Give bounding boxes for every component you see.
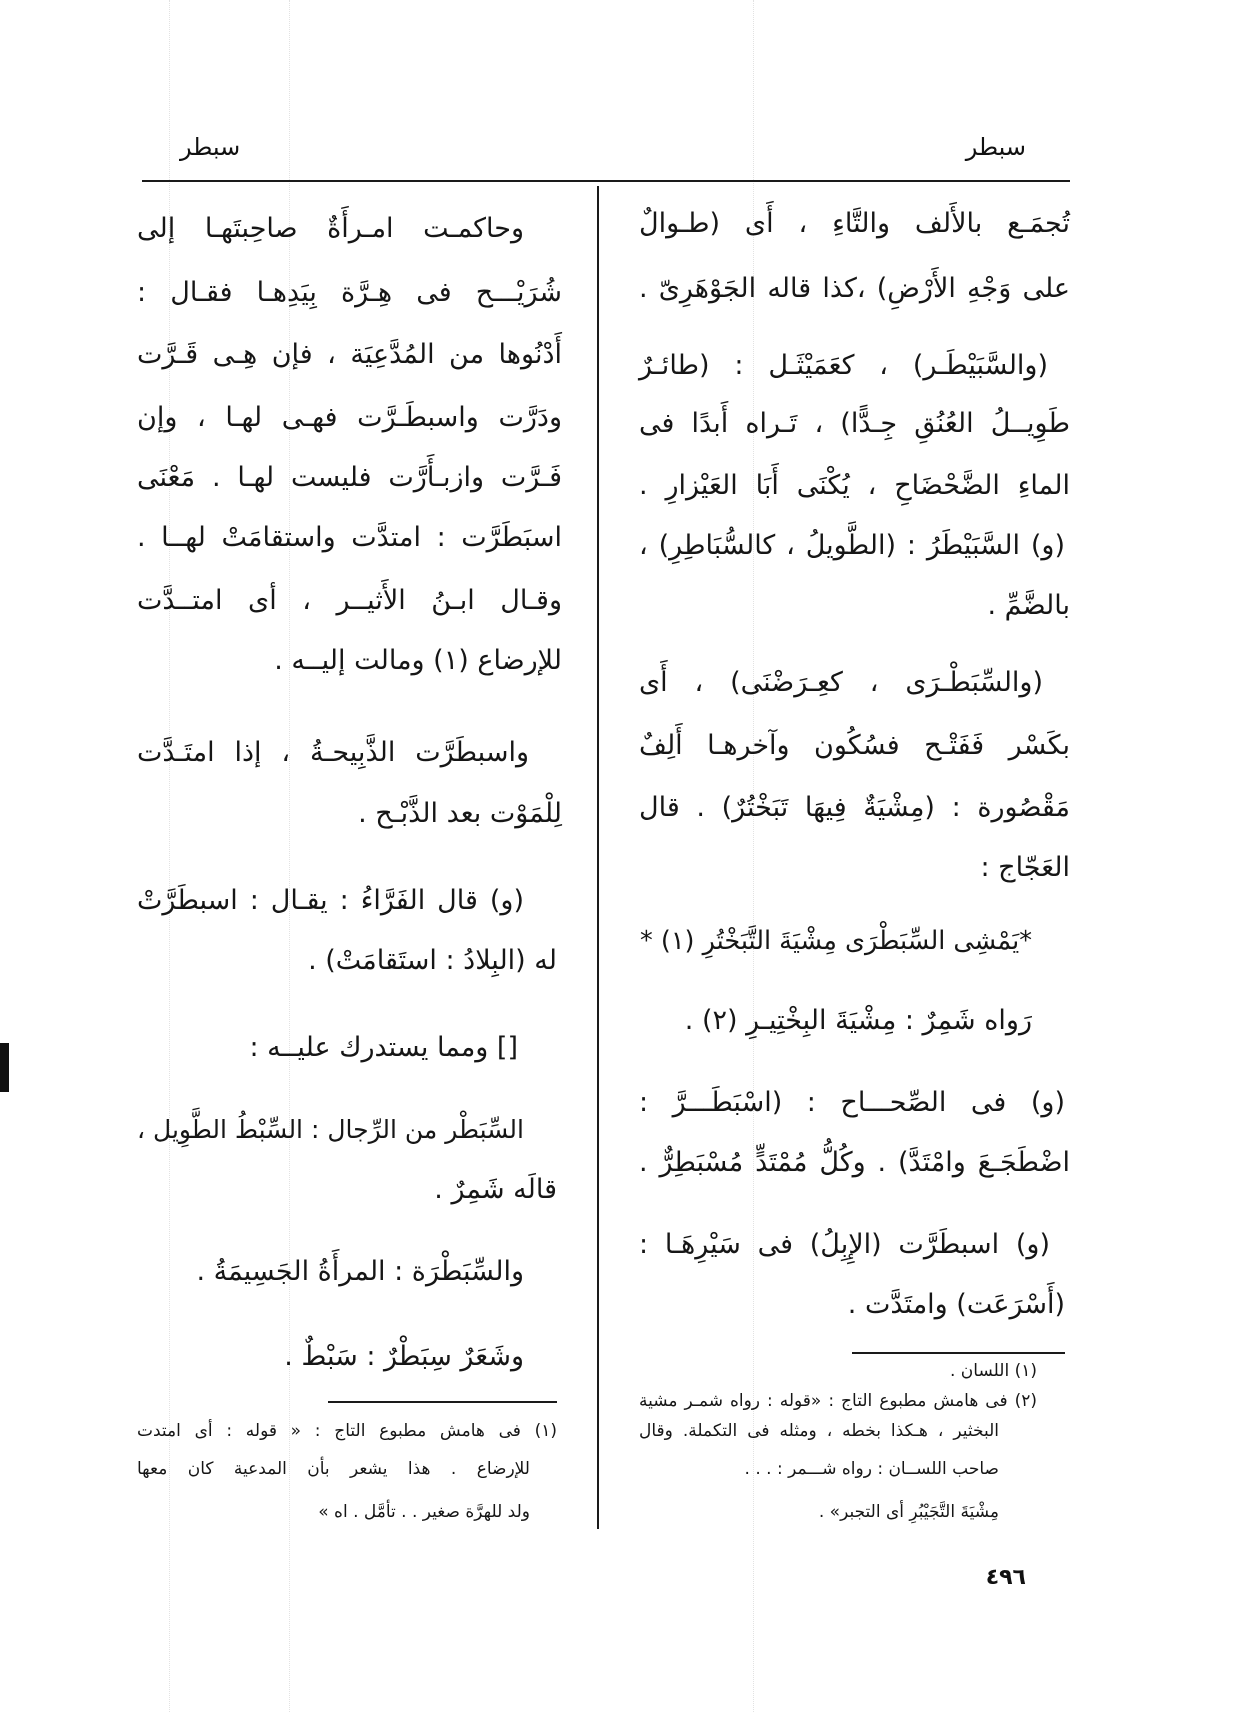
entry-line: والسِّبَطْرَة : المرأَةُ الجَسِيمَةُ . <box>196 1256 524 1287</box>
footnote-line: (١) اللسان . <box>950 1361 1037 1381</box>
footnote-line: (٢) فى هامش مطبوع التاج : «قوله : رواه شمـر مشية <box>639 1391 1037 1411</box>
entry-line: مَقْصُورة : (مِشْيَةٌ فِيهَا تَبَخْتُرٌ) . قال <box>639 792 1070 823</box>
scan-edge-mark <box>0 1043 9 1092</box>
running-head-left: سبطر <box>180 133 241 161</box>
entry-line: على وَجْهِ الأَرْضِ) ،كذا قاله الجَوْهَرِىّ . <box>639 273 1070 304</box>
entry-line: (و) قال الفَرَّاءُ : يقـال : اسبطَرَّتْ <box>137 885 524 916</box>
entry-line: لِلْمَوْت بعد الذَّبْـح . <box>358 798 562 829</box>
entry-line: (والسِّبَطْـرَى ، كعِـرَضْنَى) ، أَى <box>639 667 1043 698</box>
entry-line: بكَسْر فَفَتْـح فسُكُون وآخرهـا أَلِفٌ <box>639 730 1070 761</box>
entry-line: ودَرَّت واسبطَـرَّت فهـى لهـا ، وإن <box>137 402 562 433</box>
entry-line: بالضَّمِّ . <box>987 590 1070 621</box>
entry-line: السِّبَطْر من الرِّجال : السِّبْطُ الطَّوِيل ، <box>137 1115 524 1144</box>
entry-line: للإرضاع (١) ومالت إليــه . <box>274 645 562 676</box>
entry-line: رَواه شَمِرٌ : مِشْيَةَ البِخْتِيـرِ (٢) . <box>684 1005 1032 1036</box>
entry-line: (والسَّبَيْطَـر) ، كعَمَيْثَـل : (طائـرٌ <box>639 350 1048 381</box>
entry-line: له (البِلادُ : استَقامَتْ) . <box>308 945 557 976</box>
entry-line: اضْطَجَـعَ وامْتَدَّ) . وكُلُّ مُمْتَدٍّ مُسْبَطِرٌّ . <box>639 1147 1070 1178</box>
footnote-line: للإرضاع . هذا يشعر بأن المدعية كان معها <box>137 1459 530 1479</box>
running-head-right: سبطر <box>965 133 1026 161</box>
entry-line: أَدْنُوها من المُدَّعِيَة ، فإن هِـى قَـرَّت <box>137 339 562 370</box>
footnote-line: البخثير ، هـكذا بخطه ، ومثله فى التكملة. وقال <box>639 1421 999 1441</box>
entry-line: واسبطَرَّت الذَّبِيحـةُ ، إذا امتَـدَّت <box>137 737 529 768</box>
entry-line: وقـال ابـنُ الأَثيــر ، أى امتــدَّت <box>137 585 562 616</box>
entry-line: قالَه شَمِرٌ . <box>434 1174 557 1205</box>
entry-line: وحاكمـت امـرأَةٌ صاحِبتَهـا إلى <box>137 213 524 244</box>
header-rule <box>142 180 1070 182</box>
verse-line: *يَمْشِى السِّبَطْرَى مِشْيَةَ التَّبَخْتُرِ (١) * <box>640 926 1032 956</box>
entry-line: اسبَطَرَّت : امتدَّت واستقامَتْ لهــا . <box>137 522 562 553</box>
section-marker-line: [] ومما يستدرك عليــه : <box>249 1032 518 1063</box>
entry-line: شُرَيْـــح فى هِـرَّة بِيَدِهـا فقـال : <box>137 277 562 308</box>
entry-line: (و) اسبطَرَّت (الإِبِلُ) فى سَيْرِهَـا : <box>639 1229 1050 1260</box>
entry-line: الماءِ الضَّحْضَاحِ ، يُكْنَى أَبَا العَيْزارِ . <box>639 470 1070 501</box>
footnote-rule <box>852 1352 1065 1354</box>
footnote-rule <box>328 1401 557 1403</box>
footnote-line: (١) فى هامش مطبوع التاج : « قوله : أى امتدت <box>137 1421 557 1441</box>
page-number: ٤٩٦ <box>985 1565 1026 1590</box>
entry-line: وشَعَرٌ سِبَطْرٌ : سَبْطٌ . <box>284 1341 524 1372</box>
entry-line: فَـرَّت وازبـأَرَّت فليست لهـا . مَعْنَى <box>137 462 562 493</box>
column-divider <box>597 186 599 1529</box>
entry-line: (و) السَّبَيْطَرُ : (الطَّويلُ ، كالسُّبَاطِرِ) ، <box>639 530 1065 561</box>
entry-line: طَوِيــلُ العُنُقِ جِـدًّا) ، تَـراه أَبدًا فى <box>639 408 1070 439</box>
entry-line: تُجمَـع بالأَلف والتَّاءِ ، أَى (طـوالٌ <box>639 208 1070 239</box>
footnote-line: مِشْيَةَ التَّجَيْبُرِ أى التجبر» . <box>818 1502 999 1522</box>
entry-line: (أَسْرَعَت) وامتَدَّت . <box>847 1289 1065 1320</box>
footnote-line: صاحب اللســان : رواه شـــمر : . . . <box>744 1459 999 1479</box>
footnote-line: ولد للهرَّة صغير . . تأمَّل . اه » <box>318 1502 530 1522</box>
entry-line: العَجّاج : <box>980 852 1070 883</box>
entry-line: (و) فى الصِّحـــاح : (اسْبَطَـــرَّ : <box>639 1087 1065 1118</box>
